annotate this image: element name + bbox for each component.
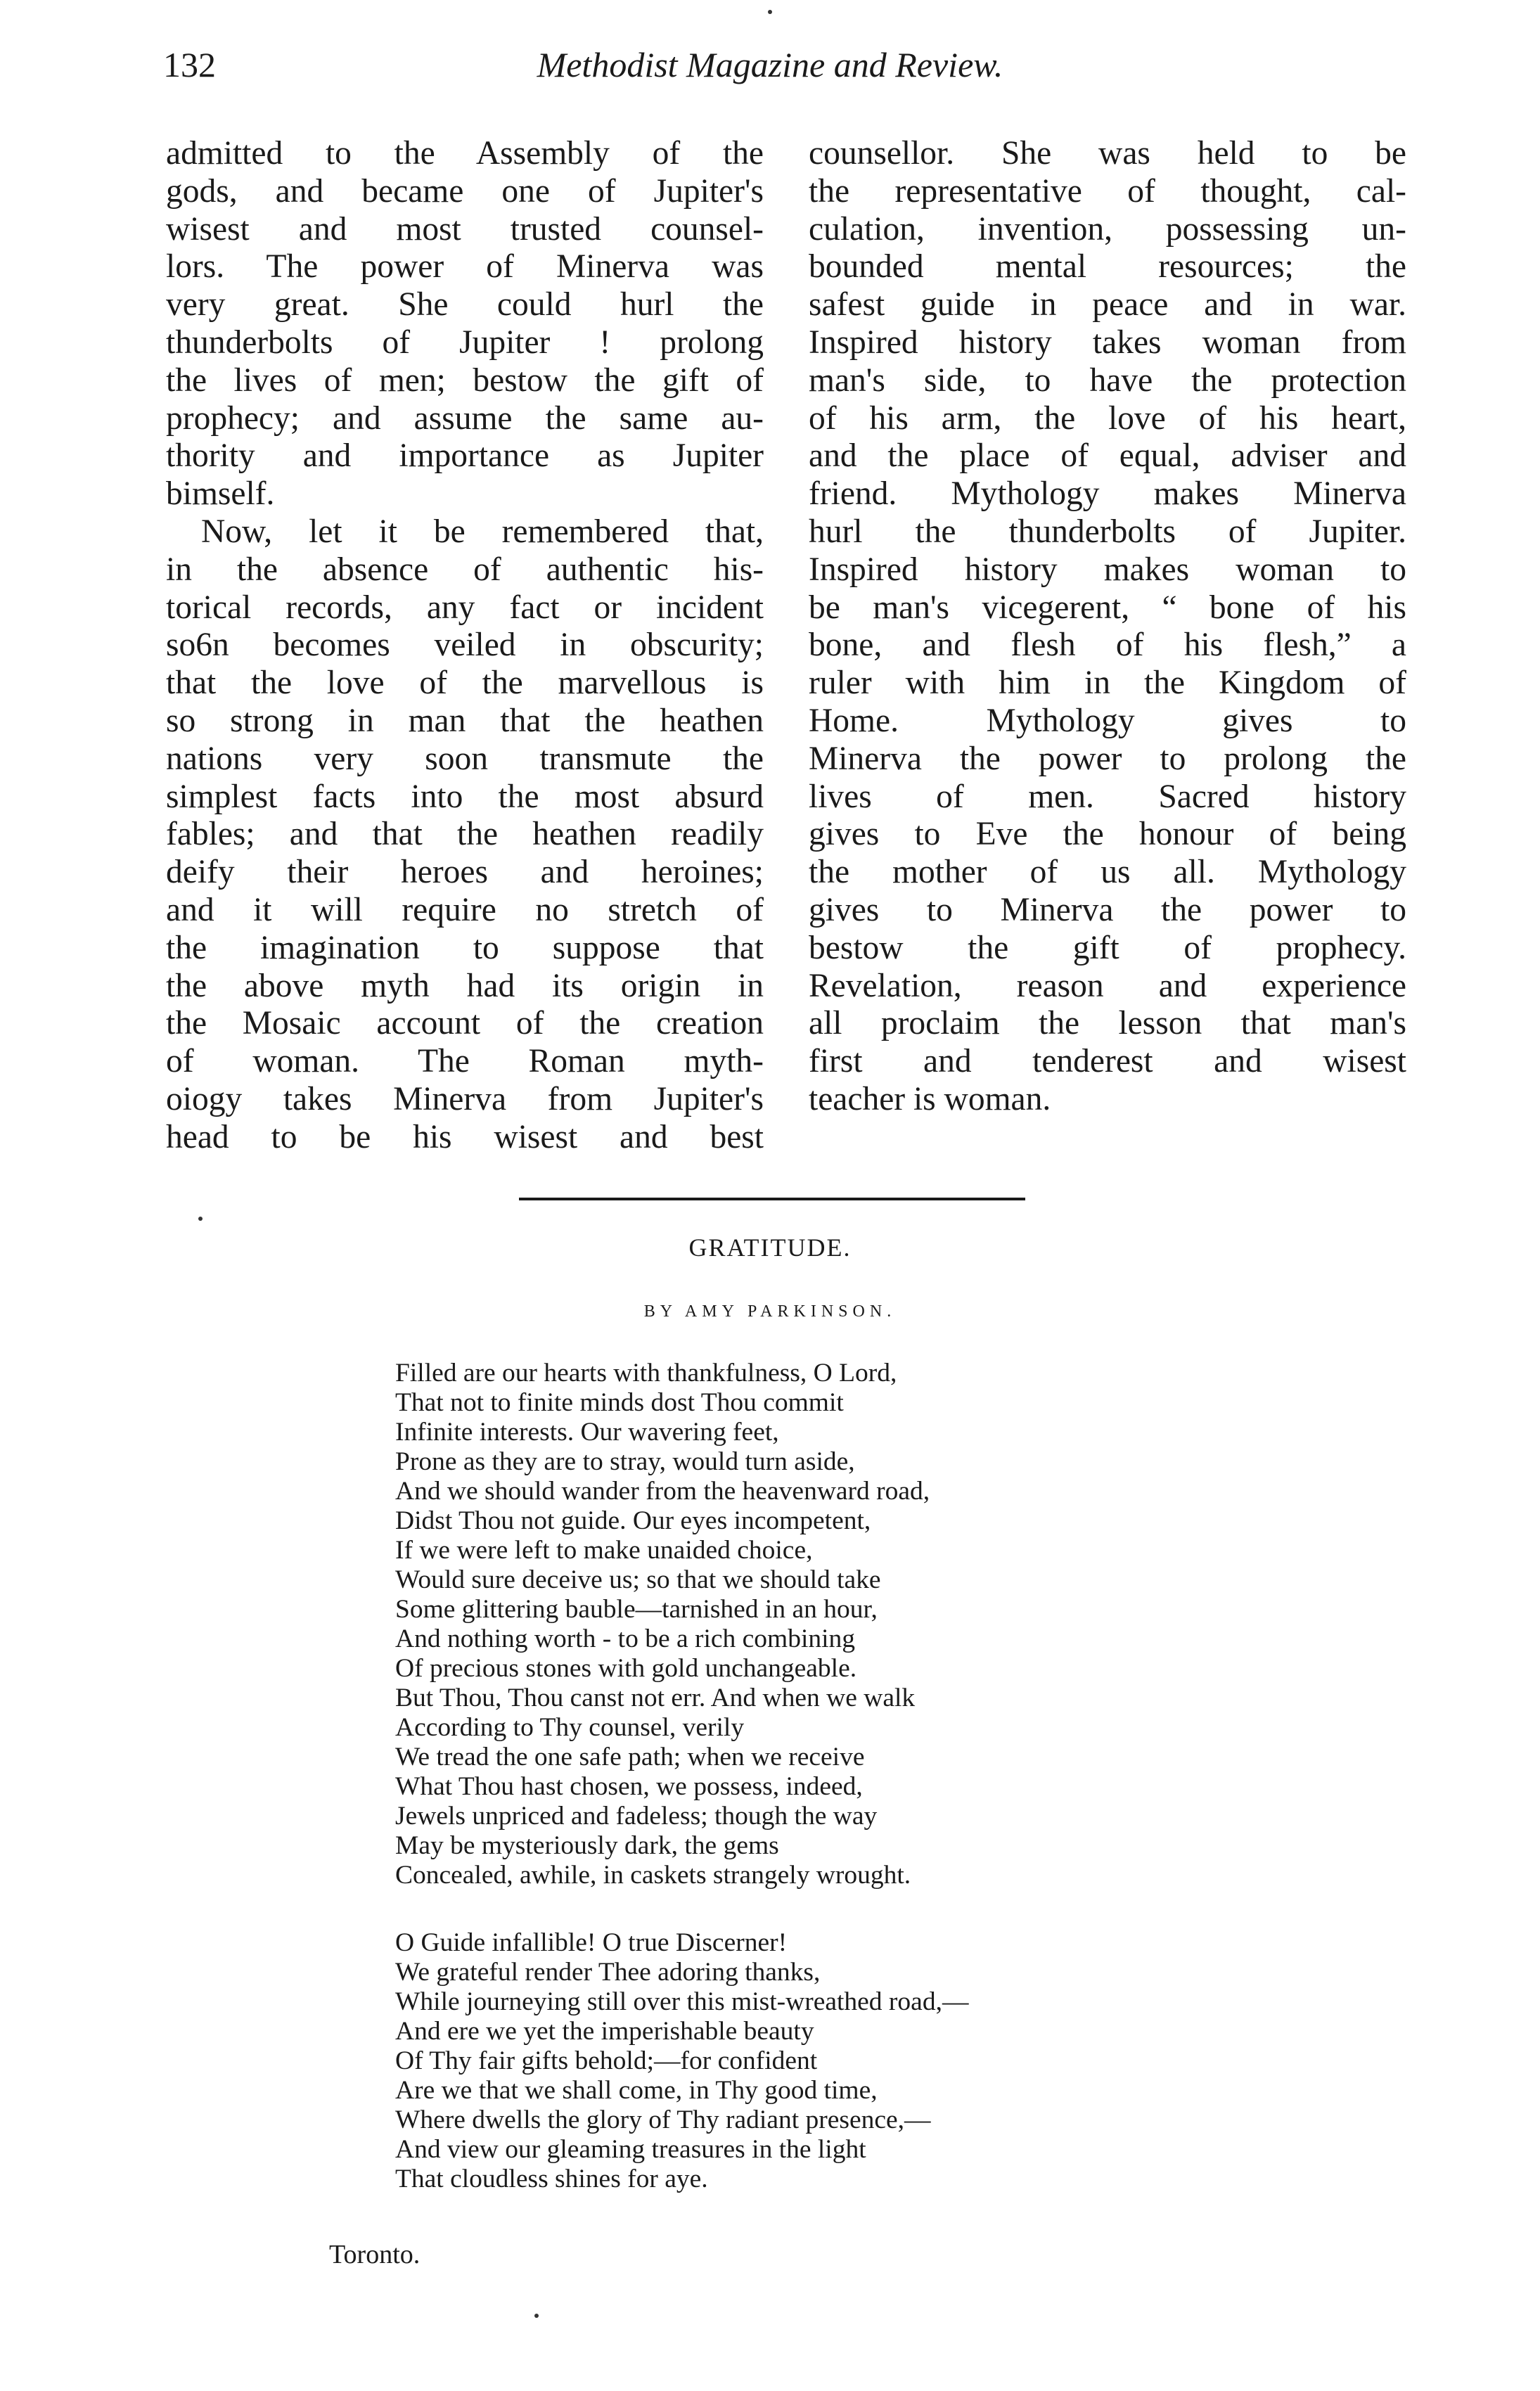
poem-line: Some glittering bauble—tarnished in an hour, [395,1595,878,1624]
poem-line: Prone as they are to stray, would turn aside, [395,1447,855,1476]
poem-line: Of precious stones with gold unchangeable. [395,1654,857,1683]
text-line: deify their heroes and heroines; [166,854,764,891]
poem-line: That cloudless shines for aye. [395,2165,708,2193]
text-line: bone, and flesh of his flesh,” a [809,627,1406,664]
text-line: ruler with him in the Kingdom of [809,665,1406,702]
text-line: Revelation, reason and experience [809,967,1406,1004]
poem-line: What Thou hast chosen, we possess, indeed, [395,1772,863,1801]
text-line: Inspired history takes woman from [809,323,1406,361]
text-line: lives of men. Sacred history [809,778,1406,815]
poem-line: Jewels unpriced and fadeless; though the way [395,1802,878,1831]
poem-line: And ere we yet the imperishable beauty [395,2017,814,2046]
text-line: thunderbolts of Jupiter ! prolong [166,323,764,361]
text-line: the mother of us all. Mythology [809,854,1406,891]
right-column [809,135,1406,1119]
text-line: the lives of men; bestow the gift of [166,361,764,399]
text-line: that the love of the marvellous is [166,665,764,702]
text-line: the representative of thought, cal- [809,172,1406,210]
text-line: very great. She could hurl the [166,286,764,323]
text-line: Inspired history makes woman to [809,551,1406,588]
margin-speck [198,1217,203,1221]
poem-line: Filled are our hearts with thankfulness, O Lord, [395,1359,897,1387]
poem-line: Infinite interests. Our wavering feet, [395,1418,779,1447]
poem-place: Toronto. [329,2240,421,2269]
text-line: nations very soon transmute the [166,740,764,777]
text-line: Minerva the power to prolong the [809,740,1406,777]
section-divider [519,1198,1025,1200]
poem-line: While journeying still over this mist-wreathed road,— [395,1987,969,2016]
text-line: torical records, any fact or incident [166,589,764,626]
text-line: of his arm, the love of his heart, [809,399,1406,437]
text-line: fables; and that the heathen readily [166,816,764,853]
text-line: prophecy; and assume the same au- [166,399,764,437]
text-line: the above myth had its origin in [166,967,764,1004]
poem-line: That not to finite minds dost Thou commit [395,1388,844,1417]
poem-title: GRATITUDE. [688,1233,852,1262]
text-line: Now, let it be remembered that, [201,513,764,550]
poem-line: And view our gleaming treasures in the light [395,2135,866,2164]
text-line: so6n becomes veiled in obscurity; [166,627,764,664]
page-number: 132 [163,45,216,84]
text-line: all proclaim the lesson that man's [809,1005,1406,1042]
text-line: hurl the thunderbolts of Jupiter. [809,513,1406,550]
text-line: teacher is woman. [809,1080,1051,1117]
poem-stanza-2 [395,1928,1204,2194]
poem-line: And nothing worth - to be a rich combining [395,1624,856,1653]
text-line: safest guide in peace and in war. [809,286,1406,323]
text-line: man's side, to have the protection [809,361,1406,399]
poem-line: We tread the one safe path; when we receive [395,1743,865,1771]
poem-line: O Guide infallible! O true Discerner! [395,1928,788,1957]
text-line: be man's vicegerent, “ bone of his [809,589,1406,626]
running-head: Methodist Magazine and Review. [537,45,1003,84]
text-line: and it will require no stretch of [166,891,764,928]
text-line: and the place of equal, adviser and [809,437,1406,475]
poem-line: But Thou, Thou canst not err. And when we walk [395,1684,916,1712]
text-line: counsellor. She was held to be [809,135,1406,172]
text-line: culation, invention, possessing un- [809,210,1406,248]
poem-line: Of Thy fair gifts behold;—for confident [395,2046,818,2075]
poem-line: Concealed, awhile, in caskets strangely wrought. [395,1861,911,1890]
text-line: oiogy takes Minerva from Jupiter's [166,1080,764,1117]
text-line: the Mosaic account of the creation [166,1005,764,1042]
bottom-speck [534,2314,539,2318]
text-line: bestow the gift of prophecy. [809,929,1406,966]
text-line: lors. The power of Minerva was [166,248,764,286]
text-line: in the absence of authentic his- [166,551,764,588]
text-line: simplest facts into the most absurd [166,778,764,815]
text-line: bimself. [166,475,275,513]
text-line: so strong in man that the heathen [166,702,764,739]
text-line: admitted to the Assembly of the [166,135,764,172]
text-line: bounded mental resources; the [809,248,1406,286]
poem-line: And we should wander from the heavenward road, [395,1477,930,1506]
text-line: the imagination to suppose that [166,929,764,966]
poem-line: Where dwells the glory of Thy radiant presence,— [395,2105,931,2134]
poem-line: We grateful render Thee adoring thanks, [395,1958,821,1987]
poem-stanza-1 [395,1359,1204,1890]
text-line: wisest and most trusted counsel- [166,210,764,248]
poem-byline: BY AMY PARKINSON. [643,1302,897,1321]
text-line: friend. Mythology makes Minerva [809,475,1406,513]
text-line: first and tenderest and wisest [809,1043,1406,1080]
poem-line: If we were left to make unaided choice, [395,1536,813,1565]
poem-line: Are we that we shall come, in Thy good time, [395,2076,878,2105]
poem-line: May be mysteriously dark, the gems [395,1831,779,1860]
text-line: gives to Eve the honour of being [809,816,1406,853]
left-column [166,135,764,1157]
text-line: gods, and became one of Jupiter's [166,172,764,210]
poem-line: Didst Thou not guide. Our eyes incompetent, [395,1506,871,1535]
poem-line: Would sure deceive us; so that we should take [395,1565,881,1594]
text-line: Home. Mythology gives to [809,702,1406,739]
text-line: gives to Minerva the power to [809,891,1406,928]
poem-line: According to Thy counsel, verily [395,1713,745,1742]
text-line: of woman. The Roman myth- [166,1043,764,1080]
text-line: head to be his wisest and best [166,1118,764,1155]
top-speck [768,10,772,14]
text-line: thority and importance as Jupiter [166,437,764,475]
